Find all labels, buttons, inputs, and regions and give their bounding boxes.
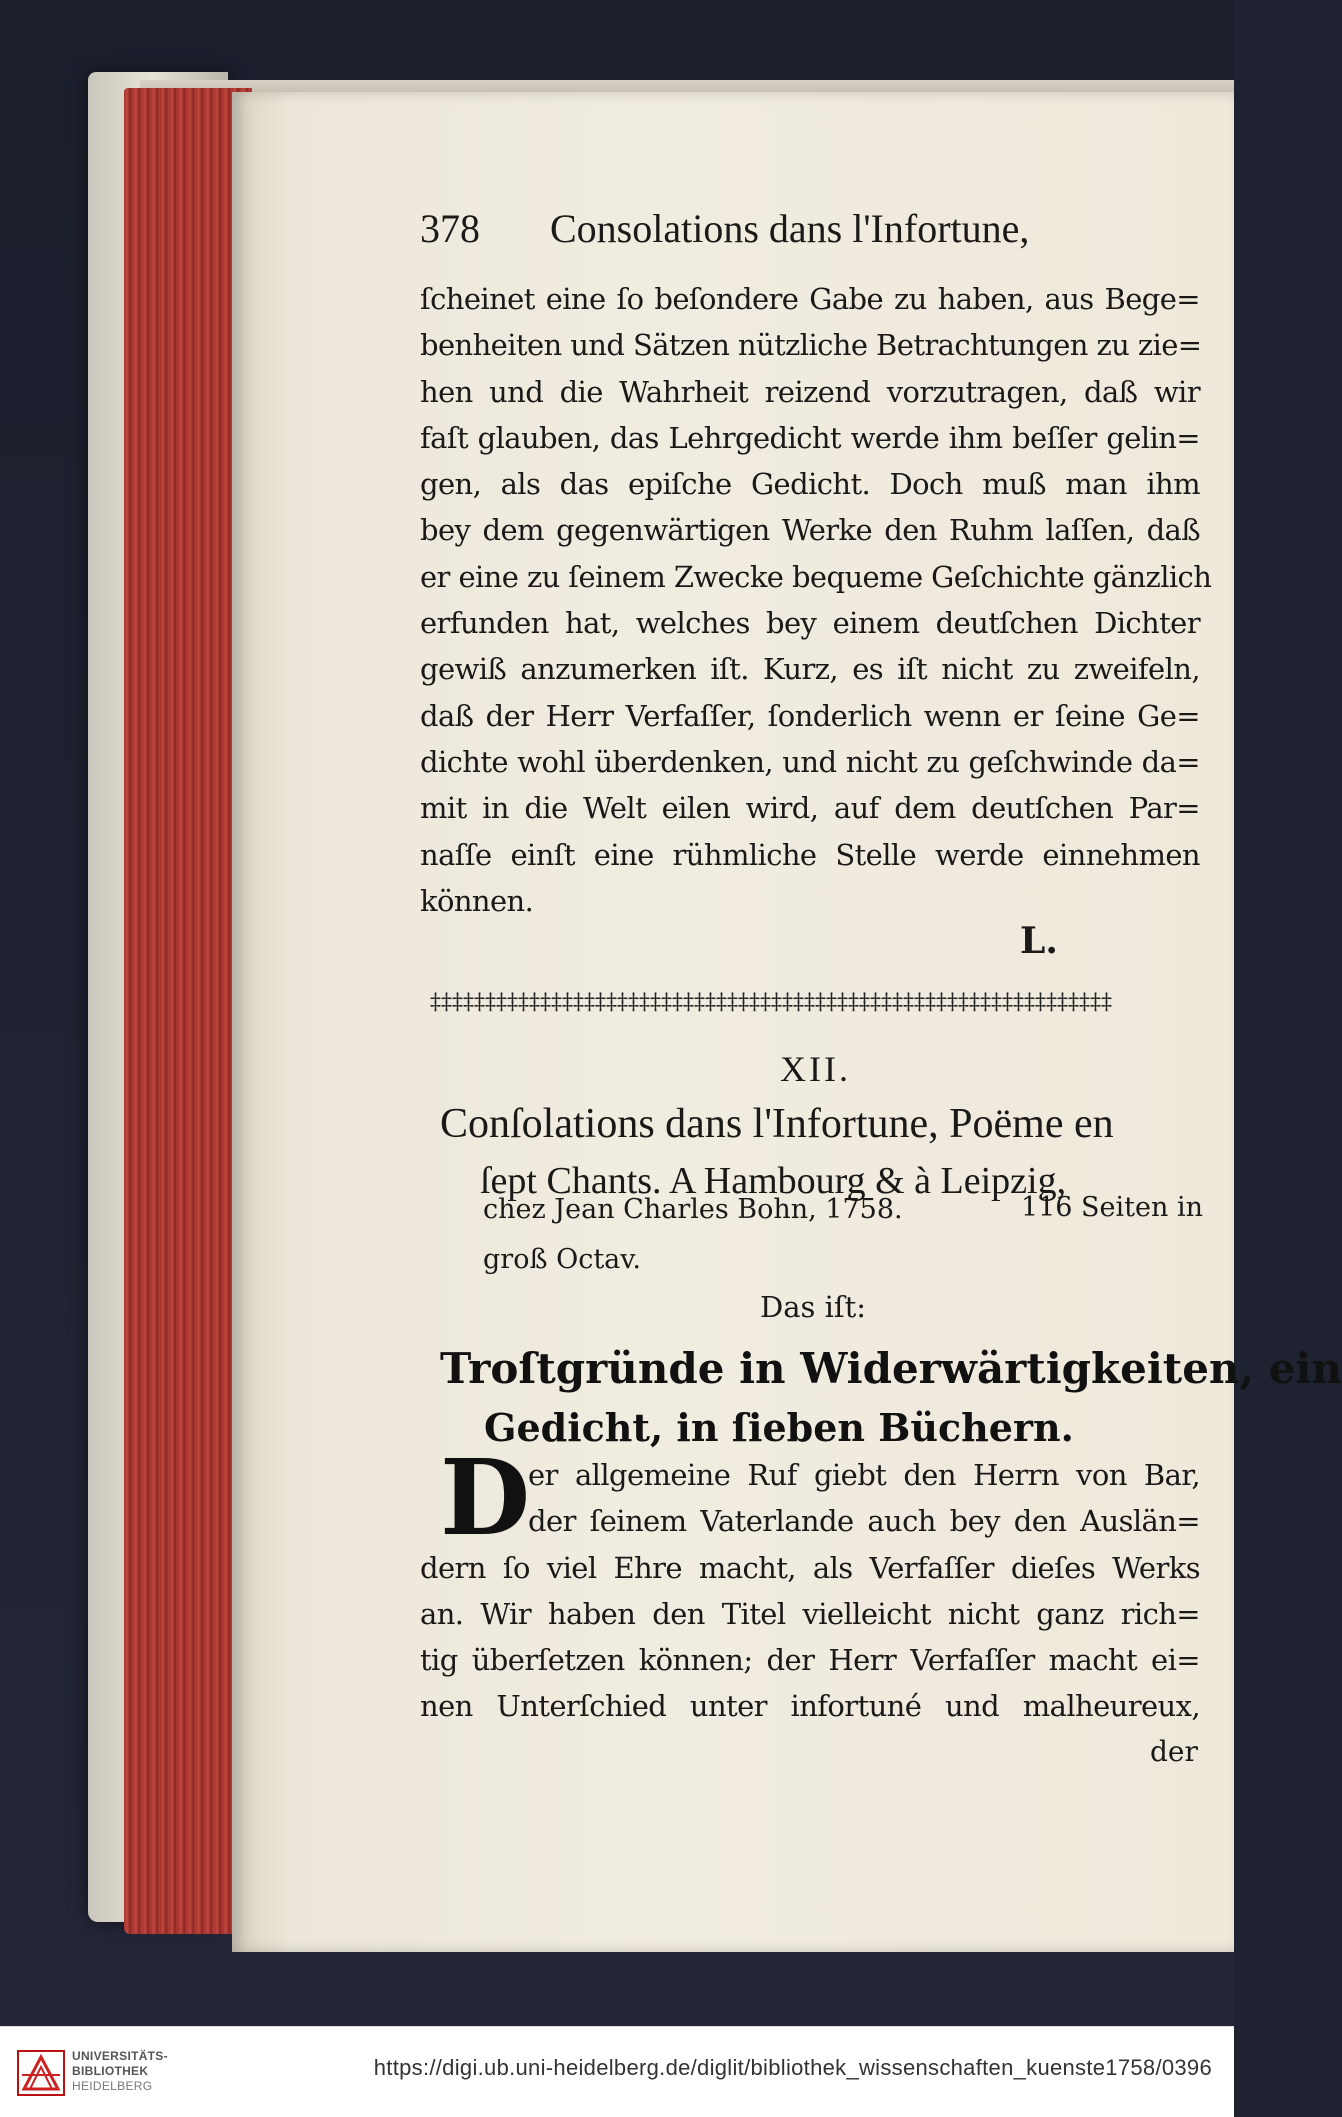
running-title: Consolations dans l'Infortune,: [550, 206, 1030, 251]
university-library-logo-icon[interactable]: [14, 2045, 68, 2099]
title-line: Troſtgründe in Widerwärtigkeiten, ein: [440, 1344, 1342, 1393]
library-line: BIBLIOTHEK: [72, 2064, 149, 2078]
title-line: ſept Chants. A Hambourg & à Leipzig,: [480, 1160, 1067, 1202]
text-line: ſcheinet eine ſo beſondere Gabe zu haben, aus Bege=: [420, 282, 1200, 316]
title-line: Conſolations dans l'Infortune, Poëme en: [440, 1101, 1114, 1147]
permalink-url[interactable]: https://digi.ub.uni-heidelberg.de/diglit/bibliothek_wissenschaften_kuenste1758/0396: [373, 2055, 1212, 2080]
catchword: der: [1150, 1735, 1198, 1768]
das-ist-label: Das iſt:: [760, 1290, 867, 1324]
text-line: gen, als das epiſche Gedicht. Doch muß man ihm: [420, 467, 1200, 502]
drop-cap: D: [440, 1436, 531, 1559]
imprint-publisher: chez Jean Charles Bohn, 1758.: [483, 1194, 903, 1225]
section-number: XII.: [780, 1049, 851, 1089]
text-line: daß der Herr Verfaſſer, ſonderlich wenn er ſeine Ge=: [420, 698, 1200, 733]
paragraph-1: [420, 276, 1212, 924]
text-line: bey dem gegenwärtigen Werke den Ruhm laſſen, daß: [420, 513, 1200, 548]
page-header: [420, 205, 1120, 265]
page-number: 378: [420, 206, 480, 251]
text-line: hen und die Wahrheit reizend vorzutragen, daß wir: [420, 374, 1200, 409]
text-line: gewiß anzumerken iſt. Kurz, es iſt nicht zu zweifeln,: [420, 652, 1200, 687]
text-line: der ſeinem Vaterlande auch bey den Auslän=: [528, 1504, 1200, 1539]
text-line: erfunden hat, welches bey einem deutſchen Dichter: [420, 606, 1200, 641]
text-line: an. Wir haben den Titel vielleicht nicht ganz rich=: [420, 1596, 1200, 1631]
text-line: er allgemeine Ruf giebt den Herrn von Bar,: [528, 1458, 1200, 1492]
paragraph-2: [420, 1436, 1200, 1730]
ornament-rule: ‡‡‡‡‡‡‡‡‡‡‡‡‡‡‡‡‡‡‡‡‡‡‡‡‡‡‡‡‡‡‡‡‡‡‡‡‡‡‡‡‡‡‡‡‡‡‡‡‡‡‡‡‡‡‡‡‡‡‡‡‡‡: [430, 990, 1112, 1015]
text-line: er eine zu ſeinem Zwecke bequeme Geſchichte gänzlich: [420, 559, 1212, 594]
german-title: [440, 1338, 1342, 1456]
text-line: dern ſo viel Ehre macht, als Verfaſſer dieſes Werks: [420, 1550, 1200, 1585]
imprint-format: groß Octav.: [483, 1244, 641, 1275]
signature: L.: [1020, 920, 1058, 962]
text-line: können.: [420, 883, 534, 918]
library-name: [72, 2049, 168, 2094]
text-line: naſſe einſt eine rühmliche Stelle werde einnehmen: [420, 837, 1200, 872]
imprint: [483, 1192, 1203, 1275]
text-line: nen Unterſchied unter infortuné und malheureux,: [420, 1689, 1200, 1724]
library-line: UNIVERSITÄTS-: [72, 2049, 168, 2063]
library-line: HEIDELBERG: [72, 2079, 153, 2093]
text-line: benheiten und Sätzen nützliche Betrachtungen zu zie=: [420, 328, 1202, 363]
text-line: mit in die Welt eilen wird, auf dem deutſchen Par=: [420, 791, 1200, 826]
title-line: Gedicht, in ſieben Büchern.: [484, 1405, 1074, 1450]
imprint-pages: 116 Seiten in: [1020, 1192, 1203, 1223]
viewer-footer: [0, 2026, 1234, 2117]
text-line: tig überſetzen können; der Herr Verfaſſer macht ei=: [420, 1643, 1200, 1678]
text-line: dichte wohl überdenken, und nicht zu geſchwinde da=: [420, 744, 1200, 779]
text-line: faſt glauben, das Lehrgedicht werde ihm beſſer gelin=: [420, 420, 1200, 455]
